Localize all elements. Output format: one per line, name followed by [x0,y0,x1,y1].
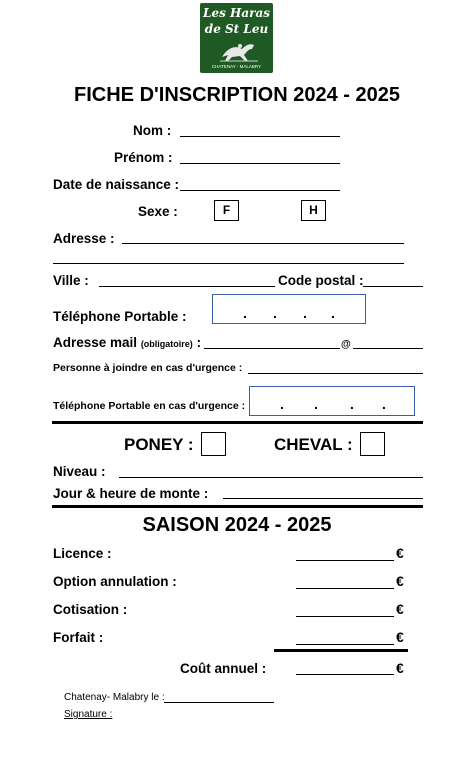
cout-label: Coût annuel : [180,661,267,676]
niveau-field[interactable] [119,477,423,478]
forfait-field[interactable] [296,644,394,645]
prenom-field[interactable] [180,163,340,164]
ville-label: Ville : [53,273,89,288]
cheval-label: CHEVAL : [274,435,353,454]
sexe-label: Sexe : [138,204,178,219]
tel-urgence-dot-4: . [382,396,386,412]
code-postal-field[interactable] [363,286,423,287]
sexe-h-checkbox[interactable] [301,200,326,221]
date-field[interactable] [164,702,274,703]
cotisation-currency: € [396,601,404,617]
prenom-label: Prénom : [114,150,173,165]
signature-label: Signature : [64,709,113,720]
sexe-f-checkbox[interactable] [214,200,239,221]
poney-checkbox[interactable] [201,432,226,456]
licence-label: Licence : [53,546,112,561]
forfait-currency: € [396,629,404,645]
jour-label: Jour & heure de monte : [53,486,209,501]
adresse-field-2[interactable] [53,263,404,264]
tel-urgence-dot-3: . [350,396,354,412]
tel-dot-3: . [303,305,307,321]
mail-domain-field[interactable] [353,348,423,349]
naissance-field[interactable] [180,190,340,191]
total-divider [274,649,408,652]
adresse-field-1[interactable] [122,243,404,244]
code-postal-label: Code postal : [278,273,364,288]
option-field[interactable] [296,588,394,589]
tel-dot-1: . [243,305,247,321]
telephone-label: Téléphone Portable : [53,309,187,324]
cout-field[interactable] [296,674,394,675]
mail-label-colon: : [192,335,202,350]
urgence-label: Personne à joindre en cas d'urgence : [53,362,243,374]
saison-title: SAISON 2024 - 2025 [142,514,332,536]
tel-dot-2: . [273,305,277,321]
nom-label: Nom : [133,123,172,138]
mail-label [53,335,201,350]
forfait-label: Forfait : [53,630,104,645]
cheval-checkbox[interactable] [360,432,385,456]
option-label: Option annulation : [53,574,177,589]
cotisation-label: Cotisation : [53,602,128,617]
mail-user-field[interactable] [204,348,340,349]
cotisation-field[interactable] [296,616,394,617]
poney-label: PONEY : [124,435,194,454]
logo-line-2: de St Leu [204,22,269,36]
section-divider-2 [52,505,423,508]
naissance-label: Date de naissance : [53,177,180,192]
telephone-field[interactable] [212,294,366,324]
tel-urgence-label: Téléphone Portable en cas d'urgence : [53,400,246,412]
tel-dot-4: . [331,305,335,321]
club-logo [200,3,273,73]
cout-currency: € [396,660,404,676]
logo-line-1: Les Haras [203,6,270,20]
page-title: FICHE D'INSCRIPTION 2024 - 2025 [74,84,400,106]
sexe-h-label: H [309,203,318,217]
section-divider-1 [52,421,423,424]
niveau-label: Niveau : [53,464,106,479]
licence-field[interactable] [296,560,394,561]
tel-urgence-dot-2: . [314,396,318,412]
option-currency: € [396,573,404,589]
mail-label-text: Adresse mail [53,335,138,350]
jour-field[interactable] [223,498,423,499]
ville-field[interactable] [99,286,275,287]
tel-urgence-field[interactable] [249,386,415,416]
at-sign: @ [341,339,351,350]
mail-required-note: (obligatoire) [140,339,193,349]
nom-field[interactable] [180,136,340,137]
urgence-field[interactable] [248,373,423,374]
logo-caption: CHATENAY - MALABRY [211,64,262,69]
sexe-f-label: F [222,203,231,217]
horse-jumper-icon [218,39,260,63]
licence-currency: € [396,545,404,561]
adresse-label: Adresse : [53,231,115,246]
tel-urgence-dot-1: . [280,396,284,412]
lieu-label: Chatenay- Malabry le : [64,692,165,703]
